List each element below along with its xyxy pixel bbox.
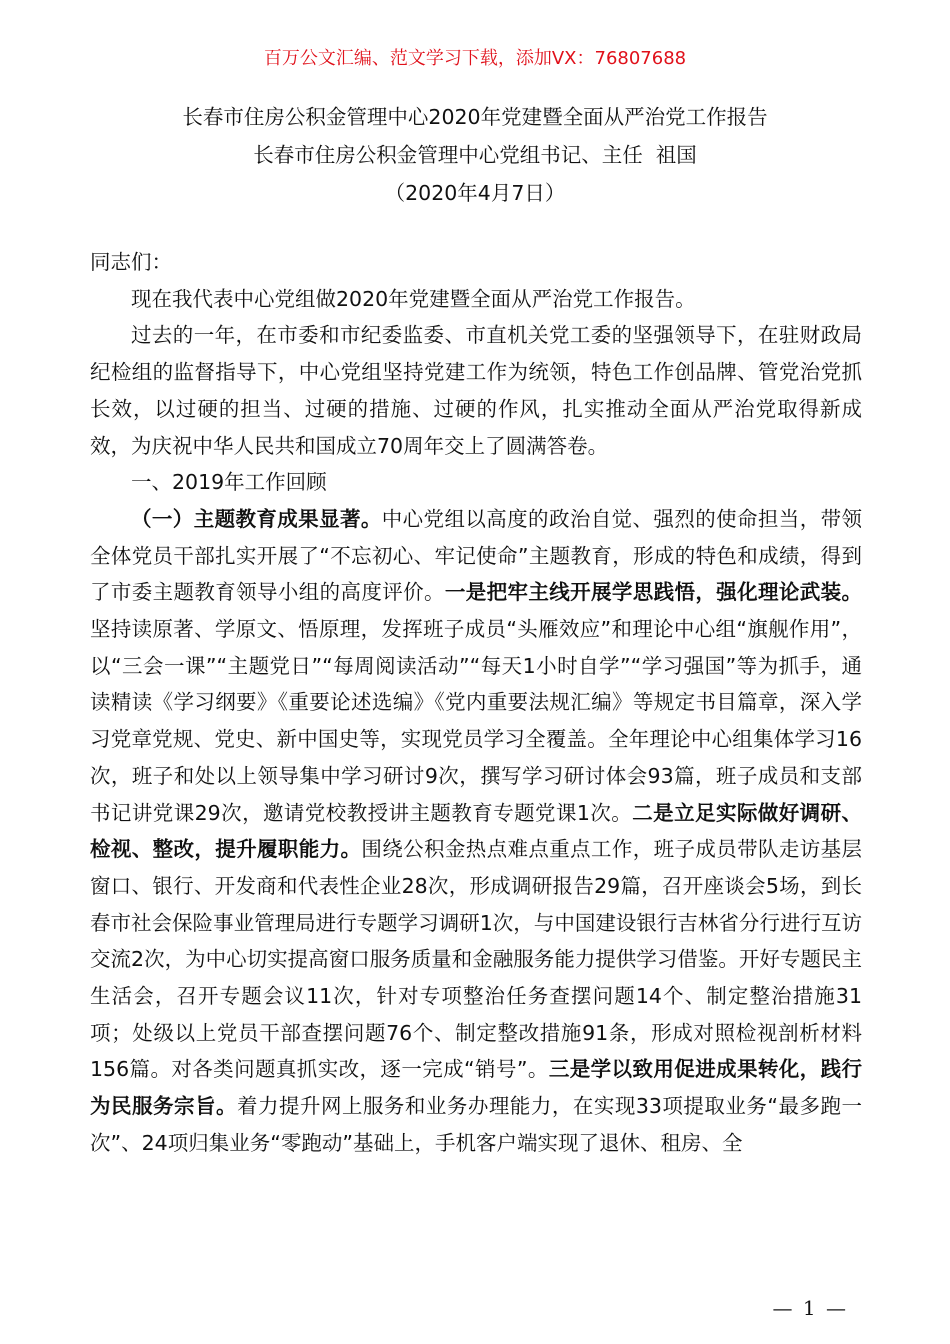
review-paragraph: 过去的一年，在市委和市纪委监委、市直机关党工委的坚强领导下，在驻财政局纪检组的监督指导下，中心党组坚持党建工作为统领，特色工作创品牌、管党治党抓长效，以过硬的担当、过硬的措施、过硬的作风，扎实推动全面从严治党取得新成效，为庆祝中华人民共和国成立70周年交上了圆满答卷。 xyxy=(90,323,862,458)
report-body xyxy=(90,244,862,1162)
section1-point-3: 三是学以致用促进成果转化，践行为民服务宗旨。 xyxy=(90,1057,862,1119)
salutation: 同志们： xyxy=(90,250,172,274)
section1-text-2: 坚持读原著、学原文、悟原理，发挥班子成员“头雁效应”和理论中心组“旗舰作用”，以“三会一课”“主题党日”“每周阅读活动”“每天1小时自学”“学习强国”等为抓手，通读精读《学习纲要》《重要论述选编》《党内重要法规汇编》等规定书目篇章，深入学习党章党规、党史、新中国史等，实现党员学习全覆盖。全年理论中心组集体学习16次，班子和处以上领导集中学习研讨9次，撰写学习研讨体会93篇，班子成员和支部书记讲党课29次，邀请党校教授讲主题教育专题党课1次。 xyxy=(90,617,862,825)
intro-paragraph: 现在我代表中心党组做2020年党建暨全面从严治党工作报告。 xyxy=(131,286,696,311)
section1-paragraph xyxy=(90,501,862,1162)
section1-point-1: 一是把牢主线开展学思践悟，强化理论武装。 xyxy=(444,580,862,605)
section1-text-4: 着力提升网上服务和业务办理能力，在实现33项提取业务“最多跑一次”、24项归集业务“零跑动”基础上，手机客户端实现了退休、租房、全 xyxy=(90,1094,862,1155)
report-author: 长春市住房公积金管理中心党组书记、主任 祖国 xyxy=(253,143,697,167)
header-watermark-note: 百万公文汇编、范文学习下载，添加VX：76807688 xyxy=(263,48,687,69)
report-title: 长春市住房公积金管理中心2020年党建暨全面从严治党工作报告 xyxy=(182,105,768,129)
section1-point-2: 二是立足实际做好调研、检视、整改，提升履职能力。 xyxy=(90,800,863,862)
report-date: （2020年4月7日） xyxy=(384,181,566,205)
section-heading: 一、2019年工作回顾 xyxy=(131,470,327,495)
section1-text-3: 围绕公积金热点难点重点工作，班子成员带队走访基层窗口、银行、开发商和代表性企业28次，形成调研报告29篇，召开座谈会5场，到长春市社会保险事业管理局进行专题学习调研1次，与中国建设银行吉林省分行进行互访交流2次，为中心切实提高窗口服务质量和金融服务能力提供学习借鉴。开好专题民主生活会，召开专题会议11次，针对专项整治任务查摆问题14个、制定整治措施31项；处级以上党员干部查摆问题76个、制定整改措施91条，形成对照检视剖析材料156篇。对各类问题真抓实改，逐一完成“销号”。 xyxy=(90,837,862,1082)
report-title-block xyxy=(0,98,950,212)
section1-heading: （一）主题教育成果显著。 xyxy=(131,506,382,531)
page-number: — 1 — xyxy=(772,1296,848,1320)
section1-text-1: 中心党组以高度的政治自觉、强烈的使命担当，带领全体党员干部扎实开展了“不忘初心、牢记使命”主题教育，形成的特色和成绩，得到了市委主题教育领导小组的高度评价。 xyxy=(90,506,862,605)
